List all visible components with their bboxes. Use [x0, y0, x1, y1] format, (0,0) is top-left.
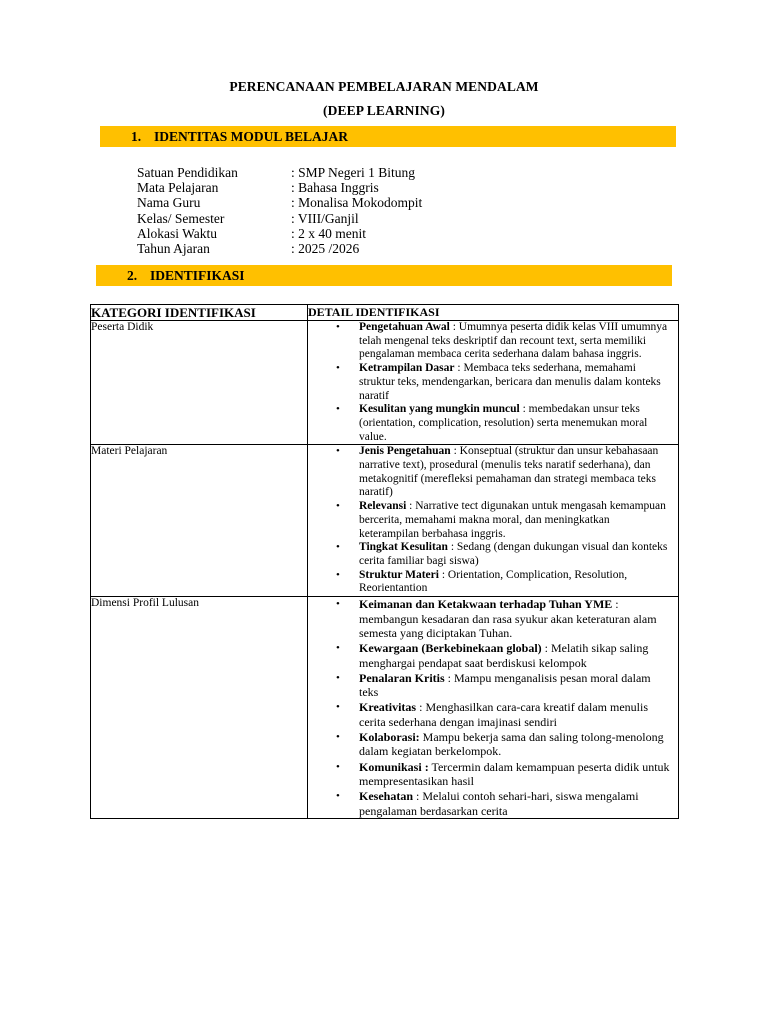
list-item [308, 321, 678, 362]
category-cell: Peserta Didik [91, 321, 308, 445]
column-header-category: KATEGORI IDENTIFIKASI [91, 305, 308, 321]
identity-label: Kelas/ Semester [137, 210, 225, 226]
item-term: Penalaran Kritis [359, 670, 445, 685]
item-desc: : Konseptual (struktur dan unsur kebahasaan narrative text), prosedural (menulis teks naratif sederhana), dan metakognitif (merefleksi pemahaman dan strategi membaca teks naratif) [359, 445, 659, 499]
bullet-icon: • [336, 445, 340, 458]
list-item [308, 641, 678, 670]
bullet-icon: • [336, 500, 340, 513]
bullet-icon: • [336, 541, 340, 554]
identity-value: : 2 x 40 menit [291, 225, 366, 241]
list-item [308, 789, 678, 818]
identification-table [90, 304, 679, 819]
section-header-identifikasi [96, 265, 672, 286]
detail-list [308, 445, 678, 596]
identity-label: Tahun Ajaran [137, 240, 210, 256]
list-item [308, 671, 678, 700]
item-term: Komunikasi : [359, 759, 429, 774]
item-desc: : Narrative tect digunakan untuk mengasah kemampuan bercerita, memahami makna moral, dan meningkatkan keterampilan berbahasa inggris. [359, 500, 666, 540]
detail-list [308, 597, 678, 818]
section-title: IDENTIFIKASI [150, 268, 245, 283]
item-term: Struktur Materi [359, 568, 439, 581]
detail-cell [308, 445, 679, 597]
bullet-icon: • [336, 362, 340, 375]
bullet-icon: • [336, 642, 340, 655]
item-term: Kewargaan (Berkebinekaan global) [359, 641, 542, 656]
item-term: Kesulitan yang mungkin muncul [359, 403, 520, 416]
item-term: Kreativitas [359, 700, 417, 715]
item-term: Kesehatan [359, 789, 413, 804]
item-term: Kolaborasi: [359, 729, 420, 744]
bullet-icon: • [336, 760, 340, 773]
identity-label: Nama Guru [137, 195, 201, 211]
identity-value: : VIII/Ganjil [291, 210, 359, 226]
identity-value: : Monalisa Mokodompit [291, 195, 423, 211]
item-desc: : Melalui contoh sehari-hari, siswa mengalami pengalaman berdasarkan cerita [359, 789, 639, 818]
item-desc: : Menghasilkan cara-cara kreatif dalam menulis cerita sederhana dengan imajinasi sendiri [359, 700, 649, 729]
identity-value: : Bahasa Inggris [291, 180, 379, 196]
identity-value: : SMP Negeri 1 Bitung [291, 165, 416, 180]
section-number: 1. [131, 129, 142, 144]
bullet-icon: • [336, 701, 340, 714]
category-cell: Materi Pelajaran [91, 445, 308, 597]
item-term: Jenis Pengetahuan [359, 445, 451, 458]
item-desc: : Membaca teks sederhana, memahami struktur teks, mendengarkan, bericara dan menulis dalam konteks naratif [359, 362, 661, 402]
item-desc: : Sedang (dengan dukungan visual dan konteks cerita familiar bagi siswa) [359, 541, 668, 567]
list-item [308, 700, 678, 729]
list-item [308, 730, 678, 759]
bullet-icon: • [336, 730, 340, 743]
bullet-icon: • [336, 598, 340, 611]
table-row [91, 445, 679, 597]
list-item [308, 362, 678, 403]
list-item [308, 403, 678, 444]
section-title: IDENTITAS MODUL BELAJAR [154, 129, 349, 144]
list-item [308, 541, 678, 568]
detail-list [308, 321, 678, 444]
list-item [308, 569, 678, 596]
identity-label: Alokasi Waktu [137, 225, 218, 241]
column-header-detail: DETAIL IDENTIFIKASI [308, 305, 679, 321]
section-header-identitas [100, 126, 676, 147]
item-term: Keimanan dan Ketakwaan terhadap Tuhan YME [359, 597, 613, 612]
item-desc: : Mampu menganalisis pesan moral dalam teks [359, 670, 651, 700]
item-term: Ketrampilan Dasar [359, 362, 455, 375]
item-desc: : Melatih sikap saling menghargai pendapat saat berdiskusi kelompok [359, 641, 649, 670]
document-subtitle: (DEEP LEARNING) [323, 103, 445, 118]
table-header-row [91, 305, 679, 321]
item-desc: : membangun kesadaran dan rasa syukur akan keteraturan alam semesta yang diciptakan Tuhan. [359, 597, 657, 641]
detail-cell [308, 597, 679, 819]
item-desc: Mampu bekerja sama dan saling tolong-menolong dalam kegiatan berkelompok. [359, 729, 664, 759]
document-title: PERENCANAAN PEMBELAJARAN MENDALAM [229, 79, 539, 94]
item-desc: Tercermin dalam kemampuan peserta didik untuk mempresentasikan hasil [359, 759, 670, 789]
list-item [308, 597, 678, 641]
list-item [308, 500, 678, 541]
detail-cell [308, 321, 679, 445]
item-desc: : Umumnya peserta didik kelas VIII umumnya telah mengenal teks deskriptif dan recount text, serta memiliki pengalaman membaca cerita sederhana dalam bahasa inggris. [359, 321, 668, 361]
section-number: 2. [127, 268, 138, 283]
table-row [91, 597, 679, 819]
item-desc: : membedakan unsur teks (orientation, complication, resolution) serta menemukan moral value. [359, 403, 648, 443]
bullet-icon: • [336, 321, 340, 333]
item-term: Relevansi [359, 500, 407, 513]
category-cell: Dimensi Profil Lulusan [91, 597, 308, 819]
bullet-icon: • [336, 403, 340, 416]
bullet-icon: • [336, 671, 340, 684]
identity-label: Satuan Pendidikan [137, 165, 238, 180]
item-term: Tingkat Kesulitan [359, 541, 448, 554]
bullet-icon: • [336, 568, 340, 581]
identity-value: : 2025 /2026 [291, 240, 360, 256]
item-term: Pengetahuan Awal [359, 321, 450, 333]
item-desc: : Orientation, Complication, Resolution, Reorientantion [359, 568, 628, 595]
bullet-icon: • [336, 790, 340, 803]
list-item [308, 760, 678, 789]
table-row [91, 321, 679, 445]
identity-label: Mata Pelajaran [137, 180, 219, 196]
list-item [308, 445, 678, 500]
